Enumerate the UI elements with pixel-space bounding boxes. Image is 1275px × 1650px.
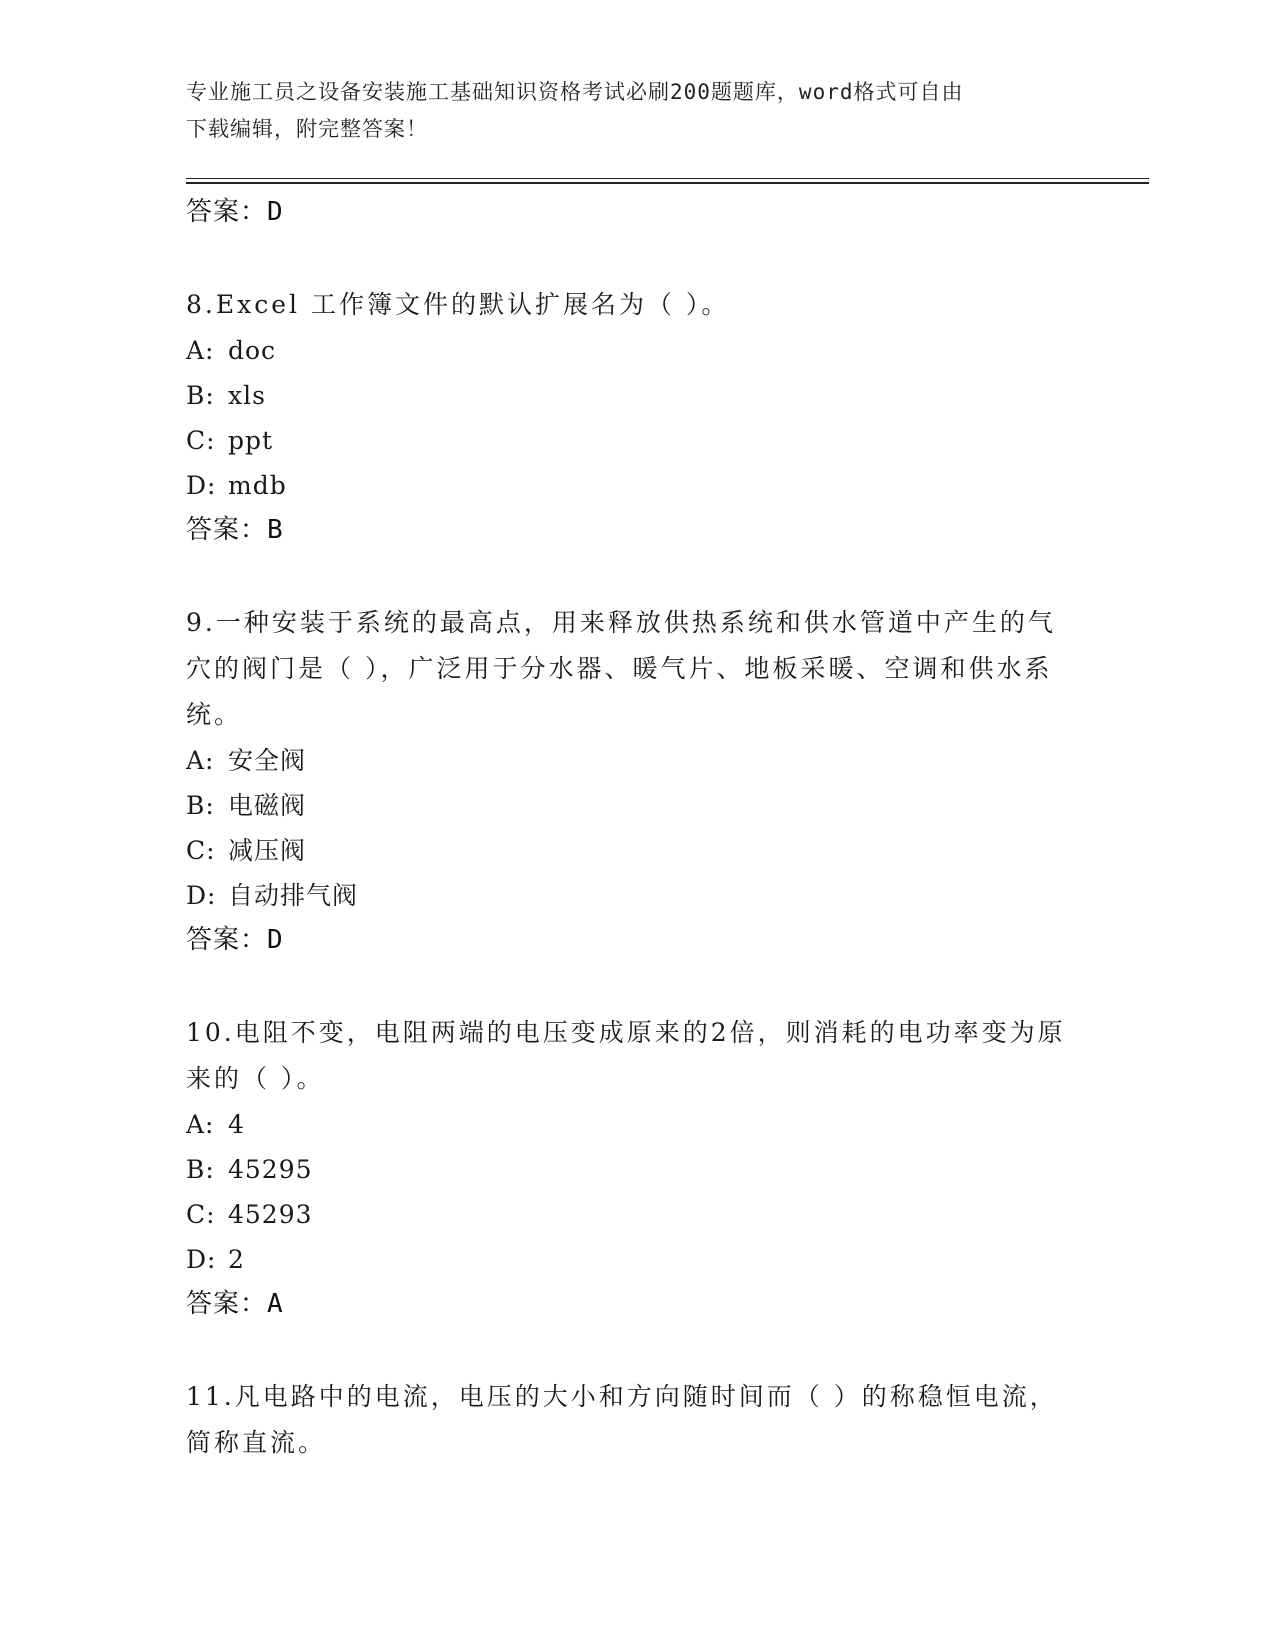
option-letter: A: <box>186 336 215 365</box>
header-divider-thick <box>186 182 1149 184</box>
question-11 <box>186 1374 1066 1466</box>
option-text: 2 <box>228 1245 245 1274</box>
option-letter: B: <box>186 791 215 820</box>
option-letter: A: <box>186 1110 215 1139</box>
option-d <box>186 873 1066 918</box>
question-stem: 10.电阻不变，电阻两端的电压变成原来的2倍，则消耗的电功率变为原来的（ ）。 <box>186 1018 1066 1093</box>
option-text: doc <box>228 336 277 365</box>
option-text: 45293 <box>228 1200 313 1229</box>
option-text: 电磁阀 <box>228 791 307 820</box>
answer-label: 答案：D <box>186 925 284 955</box>
document-header <box>186 74 1066 148</box>
option-letter: D: <box>186 881 217 910</box>
option-text: 45295 <box>228 1155 313 1184</box>
option-a <box>186 1102 1066 1147</box>
option-letter: D: <box>186 1245 217 1274</box>
header-line-1: 专业施工员之设备安装施工基础知识资格考试必刷200题题库，word格式可自由 <box>186 80 964 104</box>
option-letter: C: <box>186 1200 216 1229</box>
question-list <box>186 190 1066 1466</box>
option-letter: B: <box>186 1155 215 1184</box>
option-text: ppt <box>228 426 274 455</box>
option-c <box>186 828 1066 873</box>
option-text: mdb <box>228 471 287 500</box>
option-d <box>186 463 1066 508</box>
option-b <box>186 373 1066 418</box>
option-text: 安全阀 <box>228 746 307 775</box>
option-letter: B: <box>186 381 215 410</box>
option-text: 自动排气阀 <box>228 881 359 910</box>
option-text: 4 <box>228 1110 245 1139</box>
question-8 <box>186 282 1066 552</box>
question-stem: 11.凡电路中的电流，电压的大小和方向随时间而（ ）的称稳恒电流，简称直流。 <box>186 1382 1058 1457</box>
option-b <box>186 783 1066 828</box>
option-d <box>186 1237 1066 1282</box>
question-stem: 9.一种安装于系统的最高点，用来释放供热系统和供水管道中产生的气穴的阀门是（ ），广泛用于分水器、暖气片、地板采暖、空调和供水系统。 <box>186 608 1056 729</box>
answer-label: 答案：D <box>186 197 284 227</box>
answer-label: 答案：B <box>186 515 284 545</box>
option-c <box>186 1192 1066 1237</box>
option-a <box>186 328 1066 373</box>
header-divider-thin <box>186 178 1149 179</box>
question-10 <box>186 1010 1066 1326</box>
header-line-2: 下载编辑，附完整答案！ <box>186 117 428 141</box>
question-9 <box>186 600 1066 962</box>
option-b <box>186 1147 1066 1192</box>
option-letter: C: <box>186 836 216 865</box>
question-stem: 8.Excel 工作簿文件的默认扩展名为（ ）。 <box>186 290 730 319</box>
answer-label: 答案：A <box>186 1289 284 1319</box>
option-c <box>186 418 1066 463</box>
option-text: xls <box>228 381 266 410</box>
option-a <box>186 738 1066 783</box>
option-letter: A: <box>186 746 215 775</box>
option-letter: D: <box>186 471 217 500</box>
option-text: 减压阀 <box>228 836 307 865</box>
option-letter: C: <box>186 426 216 455</box>
